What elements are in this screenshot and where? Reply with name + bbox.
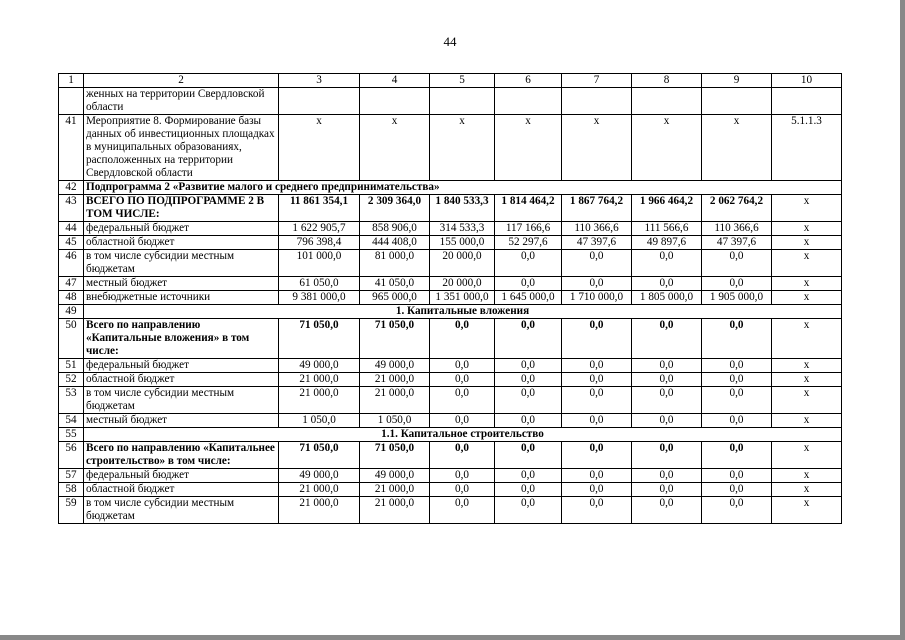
value-cell: 0,0 — [562, 319, 632, 359]
reference-cell: x — [772, 319, 842, 359]
value-cell: 81 000,0 — [360, 250, 430, 277]
column-header: 1 — [59, 74, 84, 88]
column-header: 3 — [279, 74, 360, 88]
page-number: 44 — [443, 34, 457, 49]
row-number: 57 — [59, 469, 84, 483]
row-number: 51 — [59, 359, 84, 373]
value-cell: 21 000,0 — [279, 373, 360, 387]
row-number: 52 — [59, 373, 84, 387]
value-cell: 0,0 — [495, 387, 562, 414]
value-cell: 0,0 — [430, 497, 495, 524]
column-header: 6 — [495, 74, 562, 88]
row-number: 45 — [59, 236, 84, 250]
row-number: 42 — [59, 181, 84, 195]
reference-cell: x — [772, 497, 842, 524]
value-cell: 0,0 — [562, 250, 632, 277]
row-label: Всего по направлению «Капитальнее строительство» в том числе: — [84, 442, 279, 469]
column-header: 2 — [84, 74, 279, 88]
value-cell: 49 000,0 — [360, 359, 430, 373]
table-row — [59, 115, 842, 181]
reference-cell: x — [772, 442, 842, 469]
value-cell — [430, 88, 495, 115]
value-cell — [360, 88, 430, 115]
row-number: 55 — [59, 428, 84, 442]
value-cell: 0,0 — [495, 319, 562, 359]
section-heading: 1. Капитальные вложения — [84, 305, 842, 319]
reference-cell — [772, 88, 842, 115]
value-cell: 1 805 000,0 — [632, 291, 702, 305]
value-cell: 0,0 — [702, 387, 772, 414]
value-cell: 71 050,0 — [360, 319, 430, 359]
value-cell: 49 897,6 — [632, 236, 702, 250]
row-label: в том числе субсидии местным бюджетам — [84, 497, 279, 524]
value-cell: x — [632, 115, 702, 181]
value-cell: 0,0 — [562, 483, 632, 497]
value-cell: 1 050,0 — [360, 414, 430, 428]
value-cell: 0,0 — [430, 387, 495, 414]
value-cell: 21 000,0 — [360, 373, 430, 387]
column-header: 8 — [632, 74, 702, 88]
table-row — [59, 373, 842, 387]
row-number: 41 — [59, 115, 84, 181]
value-cell: 1 905 000,0 — [702, 291, 772, 305]
reference-cell: x — [772, 250, 842, 277]
row-number: 49 — [59, 305, 84, 319]
value-cell: 0,0 — [702, 483, 772, 497]
table-row — [59, 414, 842, 428]
row-number — [59, 88, 84, 115]
value-cell: 21 000,0 — [360, 497, 430, 524]
value-cell: 0,0 — [562, 373, 632, 387]
value-cell: 117 166,6 — [495, 222, 562, 236]
row-label: областной бюджет — [84, 373, 279, 387]
value-cell: 11 861 354,1 — [279, 195, 360, 222]
value-cell: 0,0 — [702, 469, 772, 483]
reference-cell: x — [772, 469, 842, 483]
table-row — [59, 305, 842, 319]
row-number: 46 — [59, 250, 84, 277]
value-cell: 0,0 — [632, 497, 702, 524]
value-cell: 0,0 — [632, 250, 702, 277]
reference-cell: x — [772, 483, 842, 497]
row-label: Мероприятие 8. Формирование базы данных об инвестиционных площадках в муниципальных образованиях, расположенных на территории Свердловской области — [84, 115, 279, 181]
row-number: 54 — [59, 414, 84, 428]
row-number: 58 — [59, 483, 84, 497]
value-cell: 0,0 — [702, 359, 772, 373]
value-cell — [279, 88, 360, 115]
row-number: 53 — [59, 387, 84, 414]
table-row — [59, 483, 842, 497]
value-cell: 0,0 — [702, 373, 772, 387]
value-cell: 0,0 — [702, 497, 772, 524]
value-cell: 111 566,6 — [632, 222, 702, 236]
value-cell: 0,0 — [430, 319, 495, 359]
table-row — [59, 319, 842, 359]
reference-cell: x — [772, 414, 842, 428]
value-cell: 9 381 000,0 — [279, 291, 360, 305]
value-cell: 41 050,0 — [360, 277, 430, 291]
table-row — [59, 387, 842, 414]
column-header: 10 — [772, 74, 842, 88]
table-row — [59, 250, 842, 277]
value-cell: 0,0 — [495, 277, 562, 291]
value-cell: 0,0 — [430, 414, 495, 428]
value-cell: 0,0 — [702, 250, 772, 277]
value-cell: x — [430, 115, 495, 181]
reference-cell: x — [772, 359, 842, 373]
reference-cell: x — [772, 291, 842, 305]
value-cell: 0,0 — [632, 277, 702, 291]
value-cell: 796 398,4 — [279, 236, 360, 250]
value-cell: 1 645 000,0 — [495, 291, 562, 305]
value-cell: 0,0 — [495, 250, 562, 277]
value-cell: 965 000,0 — [360, 291, 430, 305]
value-cell: 858 906,0 — [360, 222, 430, 236]
value-cell — [632, 88, 702, 115]
reference-cell: 5.1.1.3 — [772, 115, 842, 181]
value-cell: 0,0 — [495, 442, 562, 469]
row-label: местный бюджет — [84, 414, 279, 428]
value-cell: 49 000,0 — [360, 469, 430, 483]
reference-cell: x — [772, 195, 842, 222]
value-cell: 71 050,0 — [279, 319, 360, 359]
value-cell: 1 814 464,2 — [495, 195, 562, 222]
value-cell: 1 840 533,3 — [430, 195, 495, 222]
row-number: 43 — [59, 195, 84, 222]
value-cell: 47 397,6 — [702, 236, 772, 250]
row-label: в том числе субсидии местным бюджетам — [84, 387, 279, 414]
value-cell: 61 050,0 — [279, 277, 360, 291]
table-row — [59, 359, 842, 373]
value-cell: 0,0 — [632, 414, 702, 428]
reference-cell: x — [772, 236, 842, 250]
value-cell: 0,0 — [430, 359, 495, 373]
value-cell: 0,0 — [430, 373, 495, 387]
value-cell: 0,0 — [702, 319, 772, 359]
value-cell: 0,0 — [562, 277, 632, 291]
row-label: федеральный бюджет — [84, 359, 279, 373]
value-cell: 49 000,0 — [279, 359, 360, 373]
row-number: 44 — [59, 222, 84, 236]
row-number: 47 — [59, 277, 84, 291]
table-row — [59, 469, 842, 483]
value-cell: x — [562, 115, 632, 181]
value-cell: 0,0 — [632, 469, 702, 483]
value-cell: 21 000,0 — [279, 497, 360, 524]
table-row — [59, 181, 842, 195]
table-row — [59, 291, 842, 305]
value-cell: 21 000,0 — [360, 483, 430, 497]
value-cell: 110 366,6 — [562, 222, 632, 236]
row-label: федеральный бюджет — [84, 222, 279, 236]
value-cell: 0,0 — [632, 373, 702, 387]
value-cell: 47 397,6 — [562, 236, 632, 250]
value-cell: 21 000,0 — [360, 387, 430, 414]
value-cell: 0,0 — [702, 277, 772, 291]
value-cell: 0,0 — [495, 373, 562, 387]
value-cell: 155 000,0 — [430, 236, 495, 250]
row-label: местный бюджет — [84, 277, 279, 291]
value-cell: 0,0 — [495, 497, 562, 524]
reference-cell: x — [772, 277, 842, 291]
row-label: ВСЕГО ПО ПОДПРОГРАММЕ 2 В ТОМ ЧИСЛЕ: — [84, 195, 279, 222]
reference-cell: x — [772, 373, 842, 387]
value-cell — [562, 88, 632, 115]
value-cell: 0,0 — [495, 359, 562, 373]
value-cell: 0,0 — [702, 414, 772, 428]
row-number: 56 — [59, 442, 84, 469]
value-cell: 49 000,0 — [279, 469, 360, 483]
value-cell: 20 000,0 — [430, 250, 495, 277]
value-cell: 0,0 — [632, 387, 702, 414]
column-header: 5 — [430, 74, 495, 88]
value-cell: 0,0 — [495, 469, 562, 483]
value-cell: 0,0 — [562, 387, 632, 414]
value-cell: 0,0 — [495, 483, 562, 497]
table-row — [59, 88, 842, 115]
row-label: областной бюджет — [84, 236, 279, 250]
row-label: Всего по направлению «Капитальные вложения» в том числе: — [84, 319, 279, 359]
value-cell: 0,0 — [562, 359, 632, 373]
value-cell: 0,0 — [430, 469, 495, 483]
value-cell: 444 408,0 — [360, 236, 430, 250]
section-heading: 1.1. Капитальное строительство — [84, 428, 842, 442]
value-cell: x — [360, 115, 430, 181]
value-cell: 1 966 464,2 — [632, 195, 702, 222]
value-cell: 2 062 764,2 — [702, 195, 772, 222]
value-cell: x — [495, 115, 562, 181]
table-row — [59, 497, 842, 524]
value-cell: 1 710 000,0 — [562, 291, 632, 305]
table-row — [59, 428, 842, 442]
value-cell: 71 050,0 — [279, 442, 360, 469]
row-label: женных на территории Свердловской области — [84, 88, 279, 115]
table-row — [59, 277, 842, 291]
value-cell: 2 309 364,0 — [360, 195, 430, 222]
row-number: 48 — [59, 291, 84, 305]
row-number: 59 — [59, 497, 84, 524]
row-label: в том числе субсидии местным бюджетам — [84, 250, 279, 277]
value-cell: 20 000,0 — [430, 277, 495, 291]
value-cell: 0,0 — [562, 414, 632, 428]
reference-cell: x — [772, 222, 842, 236]
row-label: внебюджетные источники — [84, 291, 279, 305]
table-row — [59, 195, 842, 222]
value-cell: 0,0 — [562, 469, 632, 483]
table-row — [59, 236, 842, 250]
table-row — [59, 222, 842, 236]
value-cell: 0,0 — [632, 319, 702, 359]
value-cell: 0,0 — [562, 497, 632, 524]
value-cell: 0,0 — [562, 442, 632, 469]
column-header: 4 — [360, 74, 430, 88]
value-cell — [495, 88, 562, 115]
value-cell: 0,0 — [632, 359, 702, 373]
value-cell: 0,0 — [632, 483, 702, 497]
value-cell: 0,0 — [430, 442, 495, 469]
table-header-row — [59, 74, 842, 88]
row-label: федеральный бюджет — [84, 469, 279, 483]
value-cell: 1 050,0 — [279, 414, 360, 428]
value-cell: 0,0 — [702, 442, 772, 469]
value-cell: 1 867 764,2 — [562, 195, 632, 222]
column-header: 7 — [562, 74, 632, 88]
value-cell: x — [702, 115, 772, 181]
value-cell: 110 366,6 — [702, 222, 772, 236]
budget-table — [58, 73, 842, 524]
reference-cell: x — [772, 387, 842, 414]
value-cell: 0,0 — [430, 483, 495, 497]
value-cell: 101 000,0 — [279, 250, 360, 277]
section-heading: Подпрограмма 2 «Развитие малого и среднего предпринимательства» — [84, 181, 842, 195]
row-label: областной бюджет — [84, 483, 279, 497]
value-cell: 1 351 000,0 — [430, 291, 495, 305]
value-cell — [702, 88, 772, 115]
column-header: 9 — [702, 74, 772, 88]
value-cell: 314 533,3 — [430, 222, 495, 236]
table-row — [59, 442, 842, 469]
value-cell: 71 050,0 — [360, 442, 430, 469]
value-cell: x — [279, 115, 360, 181]
value-cell: 0,0 — [495, 414, 562, 428]
value-cell: 52 297,6 — [495, 236, 562, 250]
value-cell: 21 000,0 — [279, 387, 360, 414]
value-cell: 21 000,0 — [279, 483, 360, 497]
value-cell: 0,0 — [632, 442, 702, 469]
row-number: 50 — [59, 319, 84, 359]
value-cell: 1 622 905,7 — [279, 222, 360, 236]
table-body — [59, 74, 842, 524]
